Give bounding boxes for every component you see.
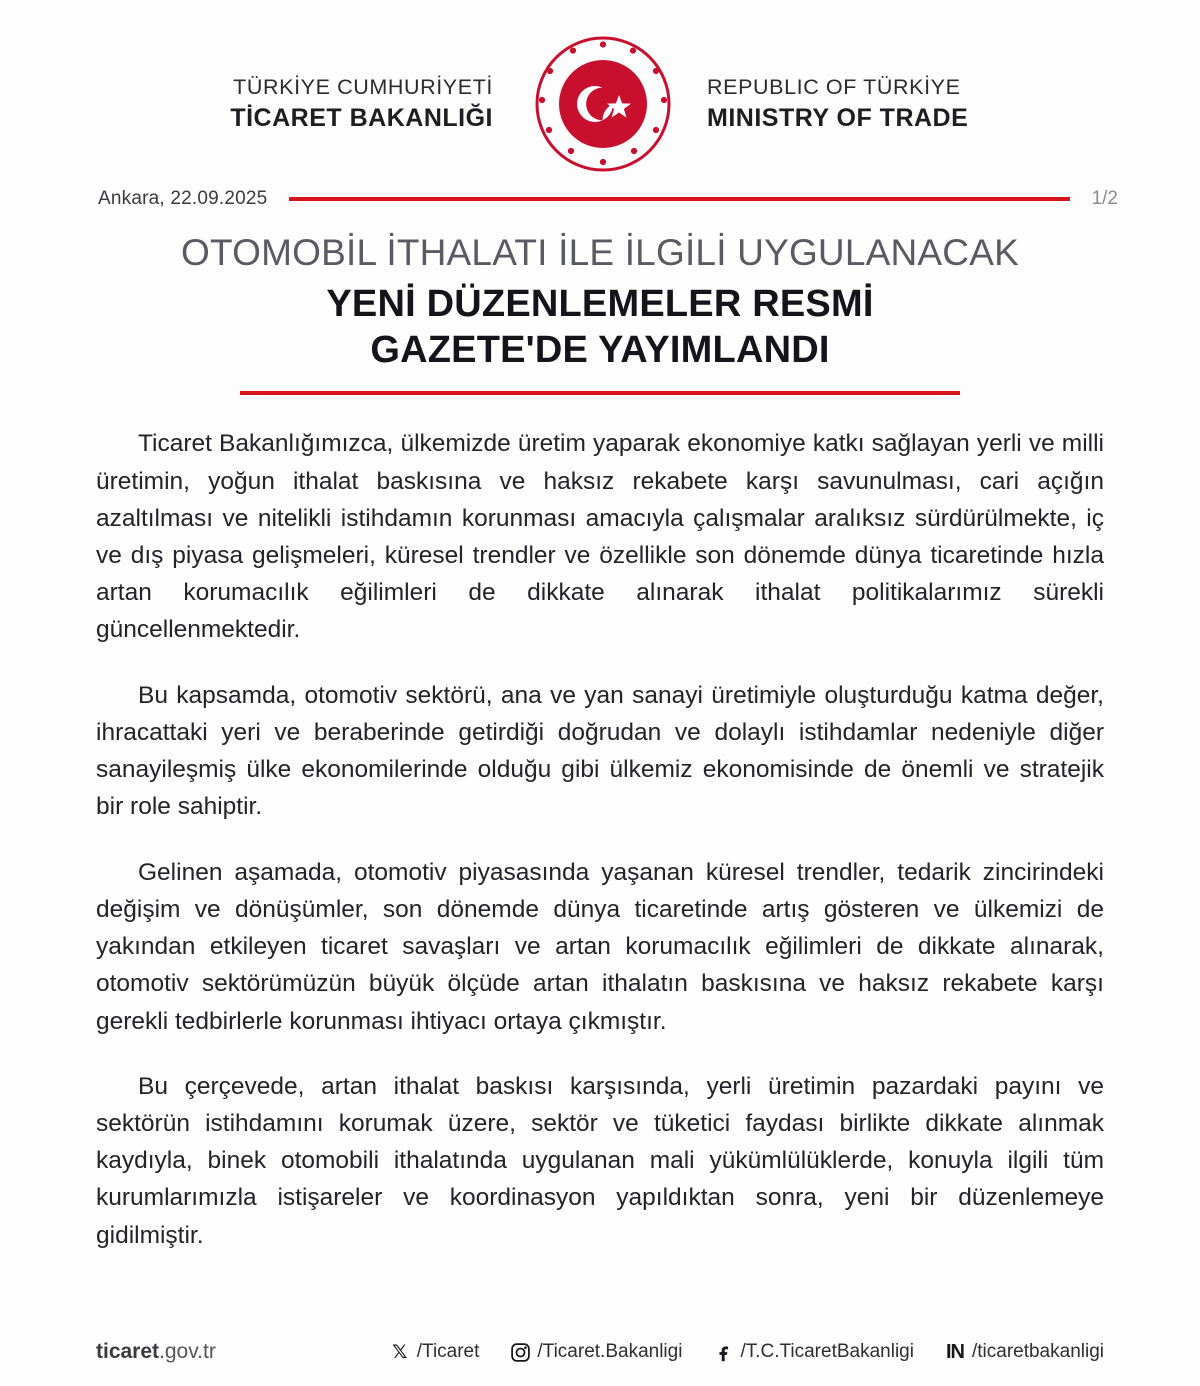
social-handle-linkedin: /ticaretbakanligi — [971, 1341, 1104, 1362]
x-twitter-icon: 𝕏 — [392, 1340, 408, 1363]
linkedin-icon: IN — [945, 1341, 964, 1363]
header-english-line1: REPUBLIC OF TÜRKİYE — [707, 74, 961, 99]
body-paragraph: Bu çerçevede, artan ithalat baskısı karşısında, yerli üretimin pazardaki payını ve sektörün istihdamını korumak üzere, sektör ve tüketici faydası birlikte dikkate alınmak kaydıyla, binek otomobili ithalatında uygulanan mali yükümlülüklerde, konuyla ilgili tüm kurumlarımızla istişareler ve koordinasyon yapıldıktan sonra, yeni bir düzenlemeye gidilmiştir. — [96, 1072, 1104, 1249]
social-link-facebook[interactable] — [712, 1341, 914, 1363]
website-url[interactable] — [96, 1340, 216, 1364]
headline-block — [0, 210, 1200, 395]
headline-line-3: GAZETE'DE YAYIMLANDI — [370, 328, 830, 371]
header-divider-rule — [289, 197, 1069, 201]
social-handle-instagram: /Ticaret.Bakanligi — [537, 1341, 683, 1362]
facebook-icon — [712, 1341, 734, 1363]
document-header — [0, 0, 1200, 180]
place-date: Ankara, 22.09.2025 — [98, 188, 268, 209]
headline-line-2: YENİ DÜZENLEMELER RESMİ — [326, 282, 874, 325]
header-english-block — [673, 74, 1107, 134]
header-english-line2: MINISTRY OF TRADE — [707, 103, 969, 132]
turkish-state-emblem-icon — [533, 34, 673, 174]
instagram-icon — [509, 1341, 531, 1363]
body-text — [0, 395, 1200, 1254]
social-link-linkedin[interactable] — [944, 1341, 1104, 1363]
body-paragraph: Bu kapsamda, otomotiv sektörü, ana ve yan sanayi üretimiyle oluşturduğu katma değer, ihracattaki yeri ve beraberinde getirdiği doğrudan ve dolaylı istihdamlar nedeniyle diğer sanayileşmiş ülke ekonomilerinde olduğu gibi ülkemiz ekonomisinde de önemli ve stratejik bir role sahiptir. — [96, 681, 1104, 821]
page-number: 1/2 — [1091, 188, 1118, 209]
body-paragraph: Ticaret Bakanlığımızca, ülkemizde üretim yaparak ekonomiye katkı sağlayan yerli ve milli üretimin, yoğun ithalat baskısına ve haksız rekabete karşı savunulması, cari açığın azaltılması ve nitelikli istihdamın korunması amacıyla çalışmalar aralıksız sürdürülmekte, iç ve dış piyasa gelişmeleri, küresel trendler ve özellikle son dönemde dünya ticaretinde hızla artan korumacılık eğilimleri de dikkate alınarak ithalat politikalarımız sürekli güncellenmektedir. — [96, 430, 1104, 644]
headline-line-1: OTOMOBİL İTHALATI İLE İLGİLİ UYGULANACAK — [181, 232, 1019, 273]
body-paragraph: Gelinen aşamada, otomotiv piyasasında yaşanan küresel trendler, tedarik zincirindeki değişim ve dönüşümler, son dönemde dünya ticaretinde artış gösteren ve ülkemizi de yakından etkileyen ticaret savaşları ve artan korumacılık eğilimleri de dikkate alınarak, otomotiv sektörümüzün büyük ölçüde artan ithalatın baskısına ve haksız rekabete karşı gerekli tedbirlerle korunması ihtiyacı ortaya çıkmıştır. — [96, 858, 1104, 1035]
website-url-rest: .gov.tr — [159, 1340, 216, 1363]
date-bar — [0, 180, 1200, 210]
header-turkish-line2: TİCARET BAKANLIĞI — [230, 103, 493, 132]
social-link-instagram[interactable] — [509, 1341, 682, 1363]
header-turkish-line1: TÜRKİYE CUMHURİYETİ — [233, 74, 493, 99]
website-url-bold: ticaret — [96, 1340, 160, 1363]
social-handle-facebook: /T.C.TicaretBakanligi — [740, 1341, 914, 1362]
header-turkish-block — [93, 74, 533, 134]
social-handle-x: /Ticaret — [416, 1341, 480, 1362]
social-link-x[interactable] — [389, 1341, 480, 1363]
document-footer — [0, 1340, 1200, 1364]
social-links — [250, 1341, 1104, 1363]
